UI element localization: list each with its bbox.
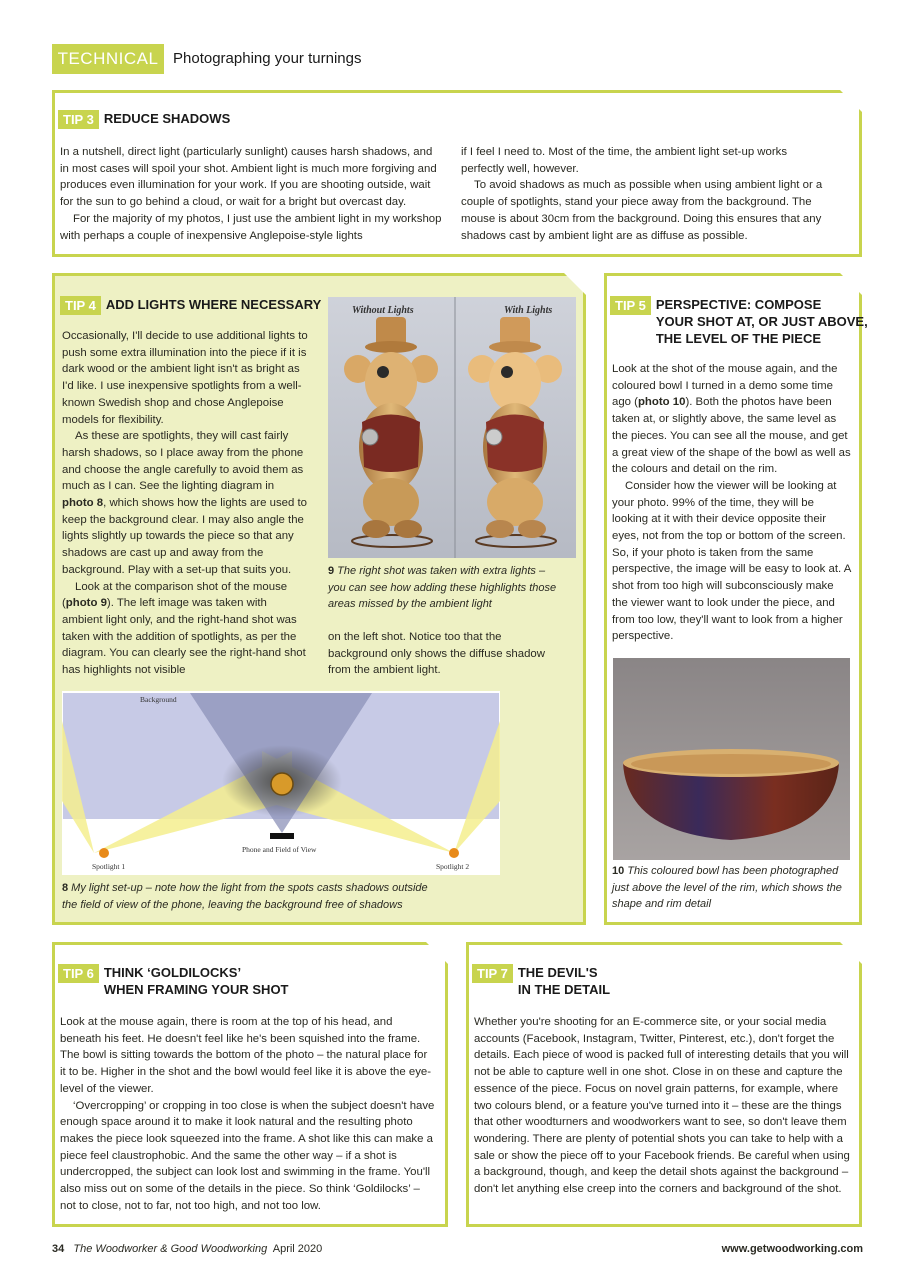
tip3-col1	[60, 144, 442, 244]
tip4-badge: TIP 4	[60, 296, 101, 315]
website-url: www.getwoodworking.com	[721, 1243, 863, 1255]
tip7-badge: TIP 7	[472, 964, 513, 983]
tip6-p2: ‘Overcropping’ or cropping in too close is when the subject doesn't have enough space around it to make it look natural and the resulting photo makes the piece look squeezed into the frame. A shot like this can make a piece feel claustrophobic. And the same the other way – if a shot is undercropped, the subject can look lost and swimming in the frame. You'll also miss out on some of the details in the piece. So think ‘Goldilocks’ – not to close, not to far, not too high, and not too low.	[60, 1099, 435, 1212]
diagram-label-spot1: Spotlight 1	[92, 862, 126, 871]
tip3-col2	[461, 144, 831, 244]
tip5-badge: TIP 5	[610, 296, 651, 315]
footer-left	[52, 1243, 322, 1255]
tip6-title	[58, 964, 289, 998]
tip4-p1: Occasionally, I'll decide to use additional lights to push some extra illumination into the piece if it is dark wood or the ambient light isn't as bright as I'd like. I use inexpensive spotlights from a well-known Swedish shop and chose Anglepoise models for flexibility.	[62, 330, 308, 426]
mouse-comparison-photo	[328, 297, 576, 558]
tip7-p1: Whether you're shooting for an E-commerce site, or your social media accounts (Facebook, Instagram, Twitter, Pinterest, etc.), don't forget the details. Each piece of wood is packed full of interesting details that you will not be able to capture well in one shot. Close in on these and capture the essence of the piece. Focus on novel grain patterns, for example, where two colours blend, or a feature you've turned into it – these are the things that other woodturners and woodworkers want to see, so don't leave them wondering. There are plenty of potential shots you can take to help with a sale or show the piece off to your Facebook friends. Be careful when using a background, though, and keep the detail shots against the background – don't let anything else creep into the corners and background of the shot.	[474, 1016, 850, 1196]
photo-label-with: With Lights	[504, 305, 553, 316]
tip4-col1	[62, 328, 308, 679]
tip3-col1-p2: For the majority of my photos, I just use the ambient light in my workshop with perhaps a couple of inexpensive Anglepoise-style lights	[60, 212, 442, 242]
tip4-p4: on the left shot. Notice too that the background only shows the diffuse shadow from the ambient light.	[328, 631, 545, 677]
tip4-title	[60, 296, 321, 315]
tip6-p1: Look at the mouse again, there is room at the top of his head, and beneath his feet. He doesn't feel like he's been squished into the frame. The bowl is sitting towards the bottom of the photo – the natural place for it to be. Higher in the shot and the bowl would feel like it is above the eye-level of the viewer.	[60, 1016, 432, 1095]
mouse-photo-graphic	[328, 297, 576, 558]
tip5-title	[610, 296, 868, 347]
diagram-label-spot2: Spotlight 2	[436, 862, 470, 871]
diagram-label-background: Background	[140, 695, 177, 704]
tip6-heading: THINK ‘GOLDILOCKS’ WHEN FRAMING YOUR SHOT	[103, 965, 289, 997]
tip5-p2: Consider how the viewer will be looking at your photo. 99% of the time, they will be looking at it with their device opposite their eyes, not from the top or bottom of the screen. So, if your photo is taken from the same perspective, the image will be easy to look at. A shot from too high will subconsciously make the viewer want to look under the piece, and from too low, they'll want to look from a higher perspective.	[612, 479, 851, 643]
lighting-diagram	[62, 691, 500, 875]
tip4-p3: Look at the comparison shot of the mouse (photo 9). The left image was taken with ambient light only, and the right-hand shot was taken with the addition of spotlights, as per the diagram. You can clearly see the right-hand shot has highlights not visible	[62, 580, 306, 677]
photo-label-without: Without Lights	[352, 305, 414, 316]
tip7-heading: THE DEVIL'S IN THE DETAIL	[517, 965, 611, 997]
diagram-label-phone: Phone and Field of View	[242, 845, 317, 854]
tip3-col1-p1: In a nutshell, direct light (particularly sunlight) causes harsh shadows, and in most cases will spoil your shot. Ambient light is much more forgiving and produces even illumination for your work. If you are shooting outside, wait for the sun to go behind a cloud, or wait for a bright but overcast day.	[60, 146, 437, 209]
tip5-text	[612, 361, 852, 645]
tip4-col2	[328, 629, 564, 679]
tip7-text	[474, 1014, 852, 1198]
tip3-col2-p2: To avoid shadows as much as possible when using ambient light or a couple of spotlights, stand your piece away from the background. The mouse is about 30cm from the background. Doing this ensures that any shadows cast by ambient light are as diffuse as possible.	[461, 179, 823, 242]
tip6-text	[60, 1014, 436, 1214]
tip7-title	[472, 964, 610, 998]
tip3-col2-p1: if I feel I need to. Most of the time, the ambient light set-up works perfectly well, however.	[461, 146, 788, 175]
tip3-badge: TIP 3	[58, 110, 99, 129]
tip3-heading: REDUCE SHADOWS	[103, 111, 231, 126]
page-number: 34	[52, 1243, 65, 1255]
bowl-graphic	[613, 658, 850, 860]
tip5-heading: PERSPECTIVE: COMPOSE YOUR SHOT AT, OR JUST ABOVE, THE LEVEL OF THE PIECE	[655, 297, 868, 346]
bowl-photo	[613, 658, 850, 860]
magazine-name: The Woodworker & Good Woodworking	[73, 1243, 268, 1255]
issue-date: April 2020	[272, 1243, 323, 1255]
tip5-p1: Look at the shot of the mouse again, and the coloured bowl I turned in a demo some time ago (photo 10). Both the photos have been taken at, or slightly above, the same level as the pieces. You can see all the mouse, and get a great view of the shape of the bowl as well as the colours and detail on the rim.	[612, 363, 851, 476]
tip4-heading: ADD LIGHTS WHERE NECESSARY	[105, 297, 322, 312]
caption-photo9: 9 The right shot was taken with extra lights – you can see how adding these highlights those areas missed by the ambient light	[328, 565, 557, 610]
tip3-title	[58, 110, 230, 129]
tip4-p2: As these are spotlights, they will cast fairly harsh shadows, so I place away from the phone and choose the angle carefully to avoid them as much as I can. See the lighting diagram in photo 8, which shows how the lights are used to keep the background clear. I may also angle the lights slightly up towards the piece so that any shadows are cast up and away from the background. Play with a set-up that suits you.	[62, 430, 307, 576]
caption-photo8: 8 My light set-up – note how the light from the spots casts shadows outside the field of view of the phone, leaving the background free of shadows	[62, 882, 428, 911]
page-title: Photographing your turnings	[173, 50, 362, 67]
tip6-badge: TIP 6	[58, 964, 99, 983]
caption-photo10: 10 This coloured bowl has been photographed just above the level of the rim, which shows the shape and rim detail	[612, 865, 842, 910]
section-tag: TECHNICAL	[52, 44, 164, 74]
